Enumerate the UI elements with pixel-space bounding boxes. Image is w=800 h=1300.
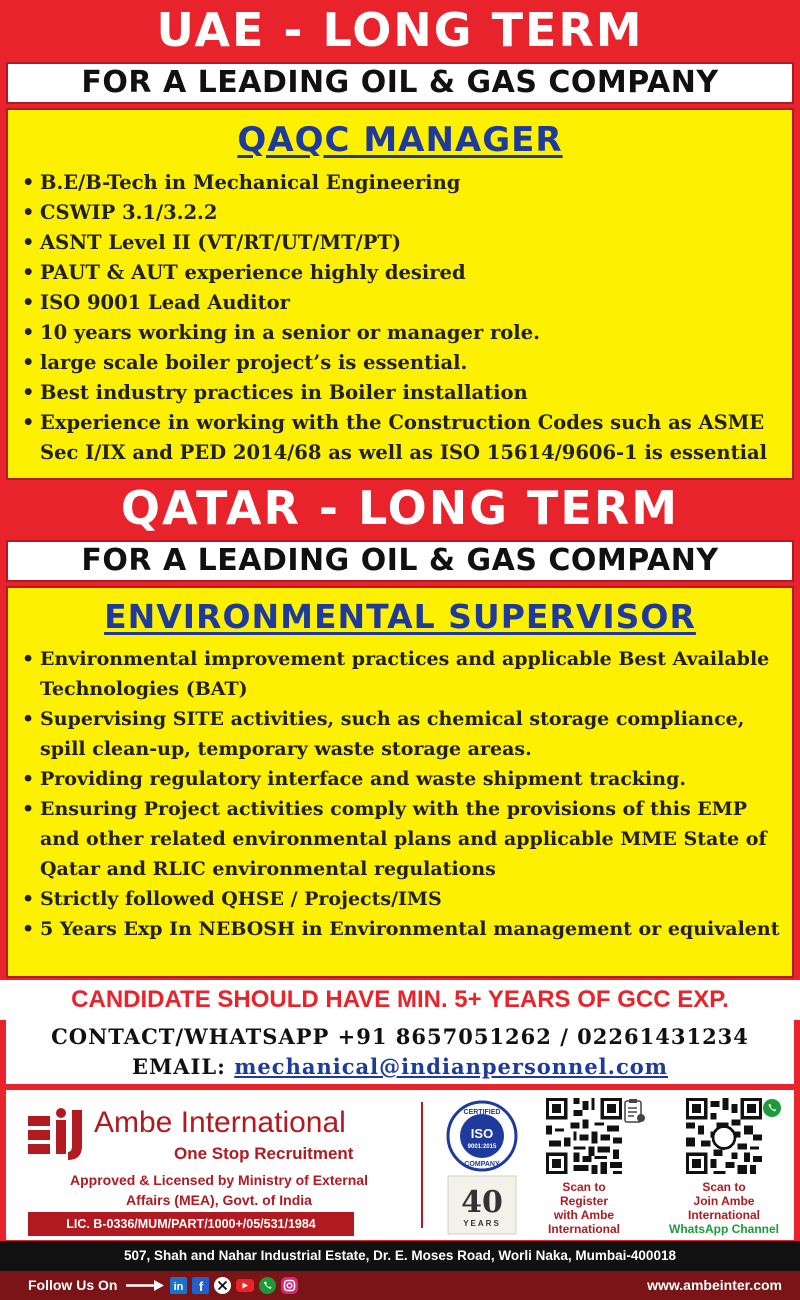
list-item: • ISO 9001 Lead Auditor	[22, 288, 788, 318]
youtube-icon[interactable]	[236, 1279, 254, 1292]
qatar-company-line: FOR A LEADING OIL & GAS COMPANY	[6, 540, 794, 582]
years-label: YEARS	[463, 1219, 501, 1228]
license-badge: LIC. B-0336/MUM/PART/1000+/05/531/1984	[28, 1212, 354, 1236]
list-item: • large scale boiler project’s is essential.	[22, 348, 788, 378]
approval-line: Approved & Licensed by Ministry of External	[70, 1172, 368, 1188]
uae-role-title: QAQC MANAGER	[237, 120, 563, 160]
list-item: • 5 Years Exp In NEBOSH in Environmental management or equivalent	[22, 914, 788, 944]
list-item: • Strictly followed QHSE / Projects/IMS	[22, 884, 788, 914]
caption-line: with Ambe	[553, 1208, 615, 1222]
svg-text:f: f	[198, 1279, 204, 1294]
list-item: • Experience in working with the Construction Codes such as ASME Sec I/IX and PED 2014/68 as well as ISO 15614/9606-1 is essential	[22, 408, 788, 468]
caption-line: Scan to	[562, 1180, 606, 1194]
caption-line: International	[687, 1208, 760, 1222]
arrow-right-icon	[126, 1280, 164, 1291]
whatsapp-icon[interactable]	[259, 1277, 276, 1294]
x-icon[interactable]	[214, 1277, 231, 1294]
uae-region-title: UAE - LONG TERM	[156, 3, 644, 57]
company-footer-card	[6, 1090, 794, 1240]
list-item: • Ensuring Project activities comply with the provisions of this EMP and other related environmental plans and applicable MME State of Qatar and RLIC environmental regulations	[22, 794, 788, 884]
qr-register-icon[interactable]	[546, 1098, 622, 1174]
contact-box	[6, 1020, 794, 1084]
caption-line: Register	[559, 1194, 609, 1208]
qatar-region-title: QATAR - LONG TERM	[120, 481, 680, 535]
list-item: • Supervising SITE activities, such as chemical storage compliance, spill clean-up, temporary waste storage areas.	[22, 704, 788, 764]
caption-line: International	[547, 1222, 620, 1236]
whatsapp-icon	[762, 1098, 782, 1118]
caption-line: Scan to	[702, 1180, 746, 1194]
caption-line: Join Ambe	[693, 1194, 755, 1208]
years-number: 40	[461, 1185, 503, 1220]
list-item: • 10 years working in a senior or manager role.	[22, 318, 788, 348]
form-icon	[624, 1098, 646, 1124]
list-item: • CSWIP 3.1/3.2.2	[22, 198, 788, 228]
instagram-icon[interactable]	[281, 1277, 298, 1294]
iso-certified-icon	[446, 1100, 518, 1172]
list-item: • PAUT & AUT experience highly desired	[22, 258, 788, 288]
contact-email-line	[6, 1052, 794, 1082]
social-icons	[126, 1275, 316, 1296]
email-link[interactable]: mechanical@indianpersonnel.com	[234, 1054, 668, 1079]
whatsapp-channel-label: WhatsApp Channel	[669, 1222, 779, 1236]
iso-certified-text: CERTIFIED	[463, 1109, 501, 1116]
qr-whatsapp-icon[interactable]	[686, 1098, 762, 1174]
company-tagline: One Stop Recruitment	[174, 1144, 354, 1163]
ambe-logo-icon	[24, 1106, 88, 1162]
uae-requirements-list	[8, 168, 792, 468]
qatar-requirements-list	[8, 644, 792, 944]
divider	[421, 1102, 423, 1228]
list-item: • Environmental improvement practices and applicable Best Available Technologies (BAT)	[22, 644, 788, 704]
qr-whatsapp-caption	[669, 1180, 779, 1236]
uae-company-line: FOR A LEADING OIL & GAS COMPANY	[6, 62, 794, 104]
list-item: • Best industry practices in Boiler installation	[22, 378, 788, 408]
forty-years-icon	[446, 1174, 518, 1236]
svg-text:in: in	[173, 1281, 184, 1293]
approval-text	[24, 1170, 414, 1210]
facebook-icon[interactable]	[192, 1277, 209, 1294]
company-logo	[24, 1104, 414, 1164]
website-link[interactable]: www.ambeinter.com	[647, 1277, 782, 1293]
qr-register-caption	[529, 1180, 639, 1236]
uae-job-panel	[6, 108, 794, 480]
linkedin-icon[interactable]	[170, 1277, 187, 1294]
qatar-job-panel	[6, 586, 794, 978]
contact-phone: CONTACT/WHATSAPP +91 8657051262 / 02261431234	[51, 1024, 749, 1049]
social-bar	[0, 1271, 800, 1300]
iso-text: ISO	[470, 1126, 494, 1141]
list-item: • ASNT Level II (VT/RT/UT/MT/PT)	[22, 228, 788, 258]
office-address: 507, Shah and Nahar Industrial Estate, Dr. E. Moses Road, Worli Naka, Mumbai-400018	[0, 1241, 800, 1271]
follow-label: Follow Us On	[28, 1277, 118, 1293]
iso-number: 9001:2015	[467, 1144, 497, 1150]
gcc-experience-requirement: CANDIDATE SHOULD HAVE MIN. 5+ YEARS OF GCC EXP.	[0, 980, 800, 1020]
qatar-role-title: ENVIRONMENTAL SUPERVISOR	[104, 597, 696, 636]
company-name: Ambe International	[94, 1106, 346, 1139]
email-label: EMAIL:	[132, 1054, 226, 1079]
iso-company-text: COMPANY	[464, 1161, 500, 1168]
list-item: • Providing regulatory interface and waste shipment tracking.	[22, 764, 788, 794]
list-item: • B.E/B-Tech in Mechanical Engineering	[22, 168, 788, 198]
approval-line: Affairs (MEA), Govt. of India	[126, 1192, 312, 1208]
